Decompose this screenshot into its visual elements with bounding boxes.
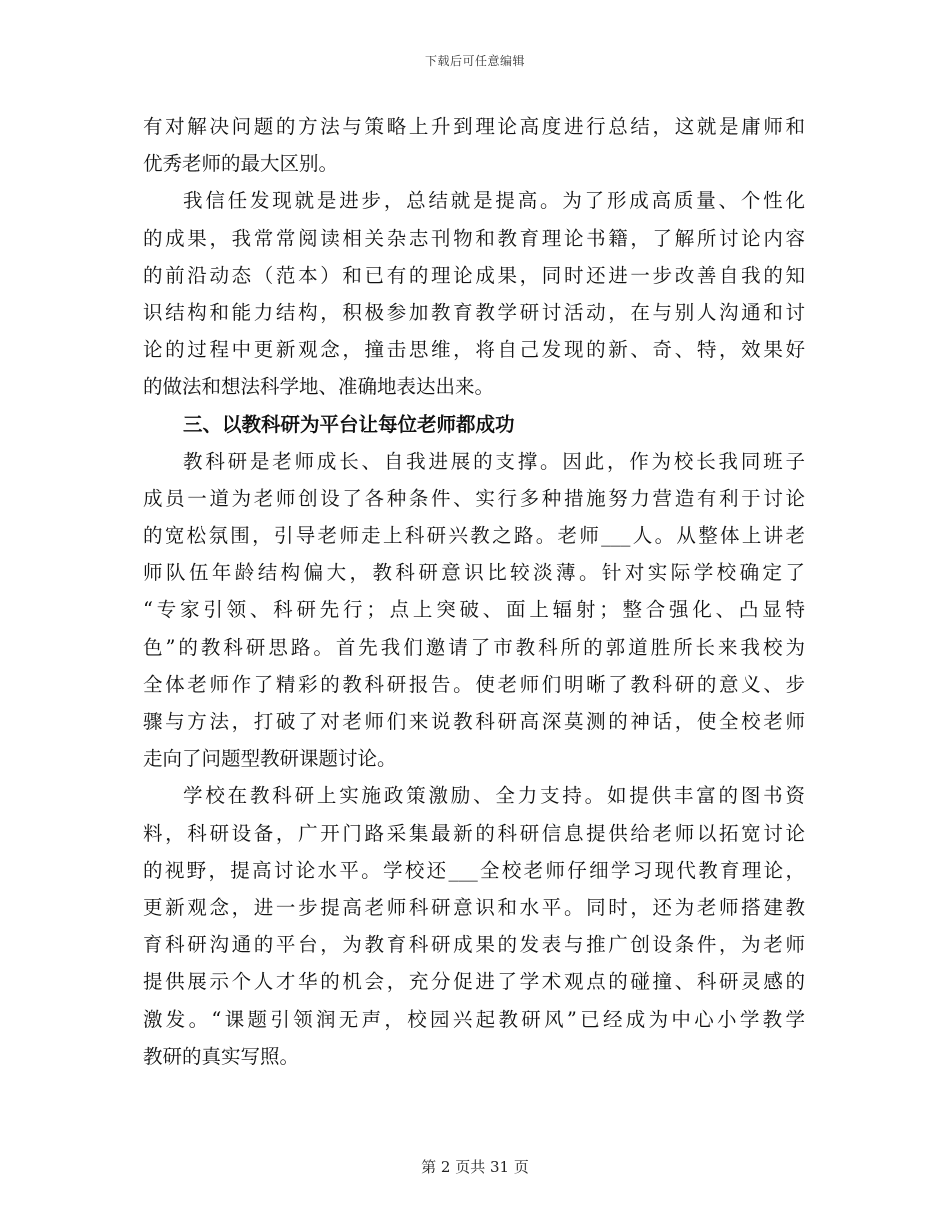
text-line: 料，科研设备，广开门路采集最新的科研信息提供给老师以拓宽讨论 (143, 821, 805, 845)
page-header: 下载后可任意编辑 (424, 54, 525, 68)
section-heading: 三、以教科研为平台让每位老师都成功 (183, 412, 515, 436)
text-line: 育科研沟通的平台，为教育科研成果的发表与推广创设条件，为老师 (143, 933, 805, 957)
text-line: 成员一道为老师创设了各种条件、实行多种措施努力营造有利于讨论 (143, 486, 805, 510)
text-line: 教研的真实写照。 (143, 1044, 300, 1068)
text-line: 师队伍年龄结构偏大，教科研意识比较淡薄。针对实际学校确定了 (143, 561, 805, 585)
text-line: 更新观念，进一步提高老师科研意识和水平。同时，还为老师搭建教 (143, 895, 805, 919)
text-line: 的做法和想法科学地、准确地表达出来。 (143, 375, 495, 399)
text-line: 我信任发现就是进步，总结就是提高。为了形成高质量、个性化 (183, 189, 805, 213)
text-line: 教科研是老师成长、自我进展的支撑。因此，作为校长我同班子 (183, 449, 805, 473)
text-line: 的前沿动态（范本）和已有的理论成果，同时还进一步改善自我的知 (143, 263, 805, 287)
text-line: 识结构和能力结构，积极参加教育教学研讨活动，在与别人沟通和讨 (143, 300, 805, 324)
text-line: 学校在教科研上实施政策激励、全力支持。如提供丰富的图书资 (183, 784, 805, 808)
text-line: “专家引领、科研先行；点上突破、面上辐射；整合强化、凸显特 (143, 598, 805, 622)
text-line: 的视野，提高讨论水平。学校还___全校老师仔细学习现代教育理论， (143, 858, 805, 882)
text-line: 提供展示个人才华的机会，充分促进了学术观点的碰撞、科研灵感的 (143, 970, 805, 994)
text-line: 的成果，我常常阅读相关杂志刊物和教育理论书籍，了解所讨论内容 (143, 226, 805, 250)
text-line: 有对解决问题的方法与策略上升到理论高度进行总结，这就是庸师和 (143, 115, 805, 138)
text-line: 走向了问题型教研课题讨论。 (143, 747, 397, 771)
text-line: 激发。“课题引领润无声，校园兴起教研风”已经成为中心小学教学 (143, 1007, 805, 1031)
text-line: 全体老师作了精彩的教科研报告。使老师们明晰了教科研的意义、步 (143, 672, 805, 696)
text-line: 优秀老师的最大区别。 (143, 152, 339, 176)
text-line: 色”的教科研思路。首先我们邀请了市教科所的郭道胜所长来我校为 (143, 635, 805, 659)
page-footer: 第 2 页共 31 页 (421, 1158, 529, 1176)
text-line: 骤与方法，打破了对老师们来说教科研高深莫测的神话，使全校老师 (143, 710, 805, 733)
document-body (143, 108, 805, 1075)
text-line: 论的过程中更新观念，撞击思维，将自己发现的新、奇、特，效果好 (143, 338, 805, 362)
text-line: 的宽松氛围，引导老师走上科研兴教之路。老师___人。从整体上讲老 (143, 524, 805, 548)
